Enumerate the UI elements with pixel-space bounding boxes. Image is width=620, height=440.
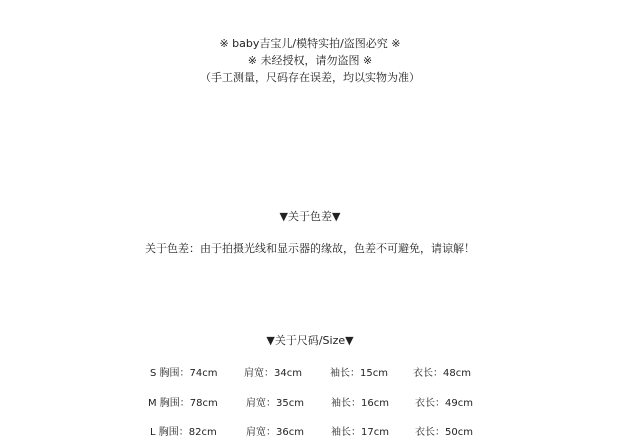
size-sleeve: 袖长：16cm [331,398,389,409]
size-heading: ▼关于尺码/Size▼ [266,334,354,347]
size-sleeve: 袖长：15cm [330,368,388,379]
color-note: 关于色差：由于拍摄光线和显示器的缘故，色差不可避免，请谅解！ [145,242,475,255]
size-shoulder: 肩宽：34cm [244,368,302,379]
size-sleeve: 袖长：17cm [331,427,389,438]
size-length: 衣长：49cm [415,398,473,409]
size-length: 衣长：50cm [415,427,473,438]
size-length: 衣长：48cm [413,368,471,379]
size-chest: L 胸围：82cm [150,427,217,438]
notice-line-3: （手工测量，尺码存在误差，均以实物为准） [200,71,420,84]
size-shoulder: 肩宽：35cm [246,398,304,409]
size-shoulder: 肩宽：36cm [246,427,304,438]
notice-line-2: ※ 未经授权，请勿盗图 ※ [247,54,373,67]
size-chest: S 胸围：74cm [150,368,218,379]
size-chest: M 胸围：78cm [148,398,218,409]
notice-line-1: ※ baby吉宝儿/模特实拍/盗图必究 ※ [219,37,401,50]
color-heading: ▼关于色差▼ [279,210,341,223]
